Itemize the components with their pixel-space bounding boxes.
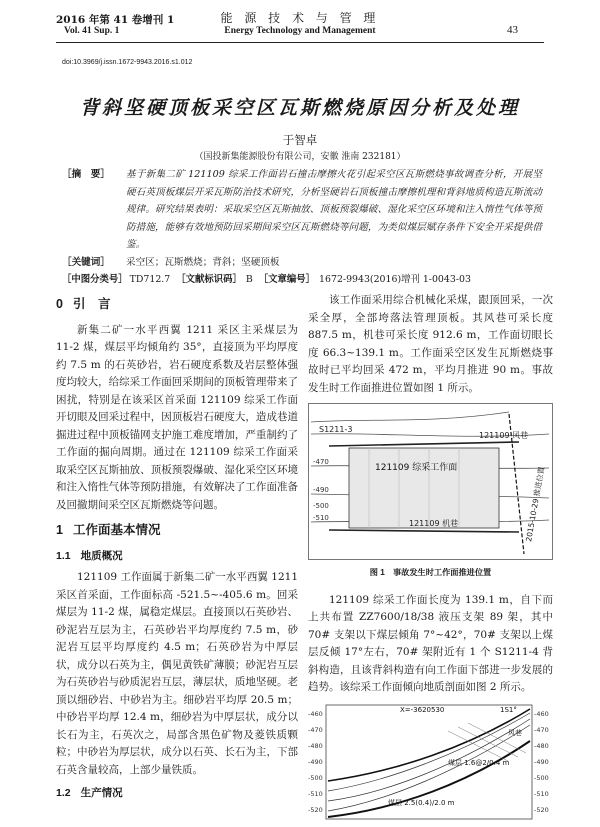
y-tick-label: -510: [534, 789, 549, 798]
abstract-row: [62, 166, 542, 254]
issue-en: Vol. 41 Sup. 1: [64, 26, 120, 36]
face-paragraph: 121109 综采工作面长度为 139.1 m，自下而上共布置 ZZ7600/18/38 液压支架 89 架，其中 70# 支架以下煤层倾角 7°~42°，70# 支架以上煤层反倾 17°左右，70# 架附近有 1 个 S1211-4 背斜构造，且该背斜构造有向工作面下部进一步发展的趋势。该综采工作面倾向地质剖面如图 2 所示。: [308, 593, 553, 693]
classification-row: [62, 271, 542, 289]
section-0-title: 引 言: [72, 297, 111, 311]
abstract-block: [62, 166, 542, 289]
doi: doi:10.3969/j.issn.1672-9943.2016.s1.012: [62, 59, 193, 66]
affiliation: （国投新集能源股份有限公司，安徽 淮南 232181）: [194, 152, 406, 162]
figure-1-drawing: [309, 404, 552, 559]
author: 于智卓: [282, 133, 318, 147]
stratum-line: [328, 713, 530, 791]
y-tick-label: -500: [534, 773, 549, 782]
label-minus470: -470: [313, 458, 329, 466]
abstract-text: 基于新集二矿 121109 综采工作面岩石撞击摩擦火花引起采空区瓦斯燃烧事故调查分析，开展坚硬石英顶板煤层开采瓦斯防治技术研究，分析坚硬岩石顶板撞击摩擦机理和背斜地质构造瓦斯流动规律。研究结果表明：采取采空区瓦斯抽放、顶板预裂爆破、湿化采空区环境和注入惰性气体等预防措施，能够有效地预防回采期间采空区瓦斯燃烧等问题，为类似煤层赋存条件下安全开采提供借鉴。: [126, 169, 542, 250]
y-tick-label: -460: [534, 709, 549, 718]
label-face: 121109 综采工作面: [375, 463, 458, 473]
subsection-1-1-number: 1.1: [56, 549, 71, 562]
subsection-1-2-heading: [56, 785, 298, 803]
y-tick-label: -480: [534, 741, 549, 750]
figure-2: [308, 701, 553, 821]
header-rule: [56, 42, 544, 43]
article-no-label: ［文章编号］: [258, 274, 316, 285]
right-column: [308, 292, 553, 821]
figure-2-drawing: [308, 701, 553, 821]
abstract-label: ［摘 要］: [62, 169, 110, 180]
y-tick-label: -470: [308, 725, 323, 734]
figure-1-caption: 图 1 事故发生时工作面推进位置: [369, 568, 492, 577]
y-tick-label: -490: [534, 757, 549, 766]
journal-name-cn: 能 源 技 术 与 管 理: [220, 11, 380, 25]
intro-paragraph: 新集二矿一水平西翼 1211 采区主采煤层为 11-2 煤，煤层平均倾角约 35°，直接顶为平均厚度约 7.5 m 的石英砂岩，岩石硬度系数及岩层整体强度均较大，给综采工作面回采期间的顶板管理带来了困扰，特别是在该采区首采面 121109 综采工作面开切眼及回采过程中，因顶板岩石硬度大，造成巷道掘进过程中顶板锚网支护施工难度增加，严重制约了工作面的掘向周期。通过在 121109 综采工作面采取采空区瓦斯抽放、顶板预裂爆破、湿化采空区环境和注入惰性气体等预防措施，有效解决了工作面准备及回撤期间采空区瓦斯燃烧等问题。: [56, 323, 298, 511]
label-fengxiang: 121109 风巷: [479, 431, 529, 440]
y-tick-label: -520: [534, 805, 549, 814]
y-tick-label: -470: [534, 725, 549, 734]
face-panel: [349, 448, 499, 528]
subsection-1-2-title: 生产情况: [80, 787, 123, 799]
label-x-coordinate: X=-3620530: [400, 705, 445, 714]
doc-code-value: B: [245, 274, 253, 285]
classification-label: ［中图分类号］: [62, 274, 128, 285]
section-0-number: 0: [56, 297, 63, 311]
coal-seam-upper: [328, 709, 530, 781]
paper-title: 背斜坚硬顶板采空区瓦斯燃烧原因分析及处理: [79, 97, 520, 119]
keywords-text: 采空区；瓦斯燃烧；背斜；坚硬顶板: [126, 256, 280, 268]
figure-1: [308, 403, 553, 560]
keywords-row: [62, 254, 542, 272]
profile-left-ticks: [308, 710, 323, 814]
contour-line: [311, 412, 509, 422]
label-seam-lower: 煤层 2.5(0.4)/2.0 m: [388, 798, 455, 807]
y-tick-label: -520: [308, 805, 323, 814]
section-1-title: 工作面基本情况: [72, 523, 161, 537]
subsection-1-2-number: 1.2: [56, 787, 71, 799]
label-minus510: -510: [313, 514, 329, 522]
label-is: 1S1°: [500, 705, 517, 714]
label-seam-upper: 煤层 1.6@2/0.4 m: [448, 758, 510, 767]
subsection-1-1-title: 地质概况: [80, 549, 123, 562]
section-0-heading: [56, 296, 298, 314]
label-advance-date: 2015-10-29 推进位置: [524, 465, 547, 543]
label-minus490: -490: [313, 486, 329, 494]
page-number: 43: [507, 24, 518, 36]
y-tick-label: -500: [308, 773, 323, 782]
label-jixiang: 121109 机巷: [409, 519, 459, 528]
y-tick-label: -460: [308, 709, 323, 718]
doc-code-label: ［文献标识码］: [176, 274, 242, 285]
airway-roadway: [329, 442, 519, 446]
article-no-value: 1672-9943(2016)增刊 1-0043-03: [319, 274, 471, 285]
classification-value: TD712.7: [129, 274, 171, 285]
subsection-1-1-heading: [56, 548, 298, 566]
keywords-label: ［关键词］: [62, 256, 110, 268]
label-s1211-3: S1211-3: [319, 425, 353, 434]
production-paragraph: 该工作面采用综合机械化采煤，跟顶回采，一次采全厚，全部垮落法管理顶板。其风巷可采长度 887.5 m，机巷可采长度 912.6 m，工作面切眼长度 66.3~139.1 m。工作面采空区发生瓦斯燃烧事故时已平均回采 472 m，平均月推进 90 m。事故发生时工作面推进位置如图 1 所示。: [308, 294, 553, 394]
profile-right-ticks: [534, 710, 549, 814]
haulage-roadway: [329, 530, 519, 532]
y-tick-label: -480: [308, 741, 323, 750]
issue-cn: 2016 年第 41 卷增刊 1: [56, 14, 175, 26]
label-minus500: -500: [313, 502, 329, 510]
journal-name-en: Energy Technology and Management: [224, 26, 376, 36]
section-1-heading: [56, 522, 298, 540]
y-tick-label: -490: [308, 757, 323, 766]
section-1-number: 1: [56, 523, 63, 537]
y-tick-label: -510: [308, 789, 323, 798]
label-airway: 风巷: [508, 728, 522, 737]
left-column: [56, 294, 298, 807]
geology-paragraph: 121109 工作面属于新集二矿一水平西翼 1211 采区首采面，工作面标高 -521.5~-405.6 m。回采煤层为 11-2 煤，属稳定煤层。直接顶以石英砂岩、砂泥岩互层为主，石英砂岩平均厚度约 7.5 m，砂泥岩互层平均厚度约 4.5 m；石英砂岩为中厚层状，成分以石英为主，偶见黄铁矿薄膜；砂泥岩互层为石英砂岩与砂质泥岩互层，薄层状，质地坚硬。老顶以细砂岩、中砂岩为主。细砂岩平均厚 20.5 m；中砂岩平均厚 12.4 m，细砂岩为中厚层状，成分以长石为主，石英次之，局部含黑色矿物及菱铁质颗粒；中砂岩为厚层状，成分以石英、长石为主，下部石英含量较高，上部少量铁质。: [56, 571, 298, 776]
